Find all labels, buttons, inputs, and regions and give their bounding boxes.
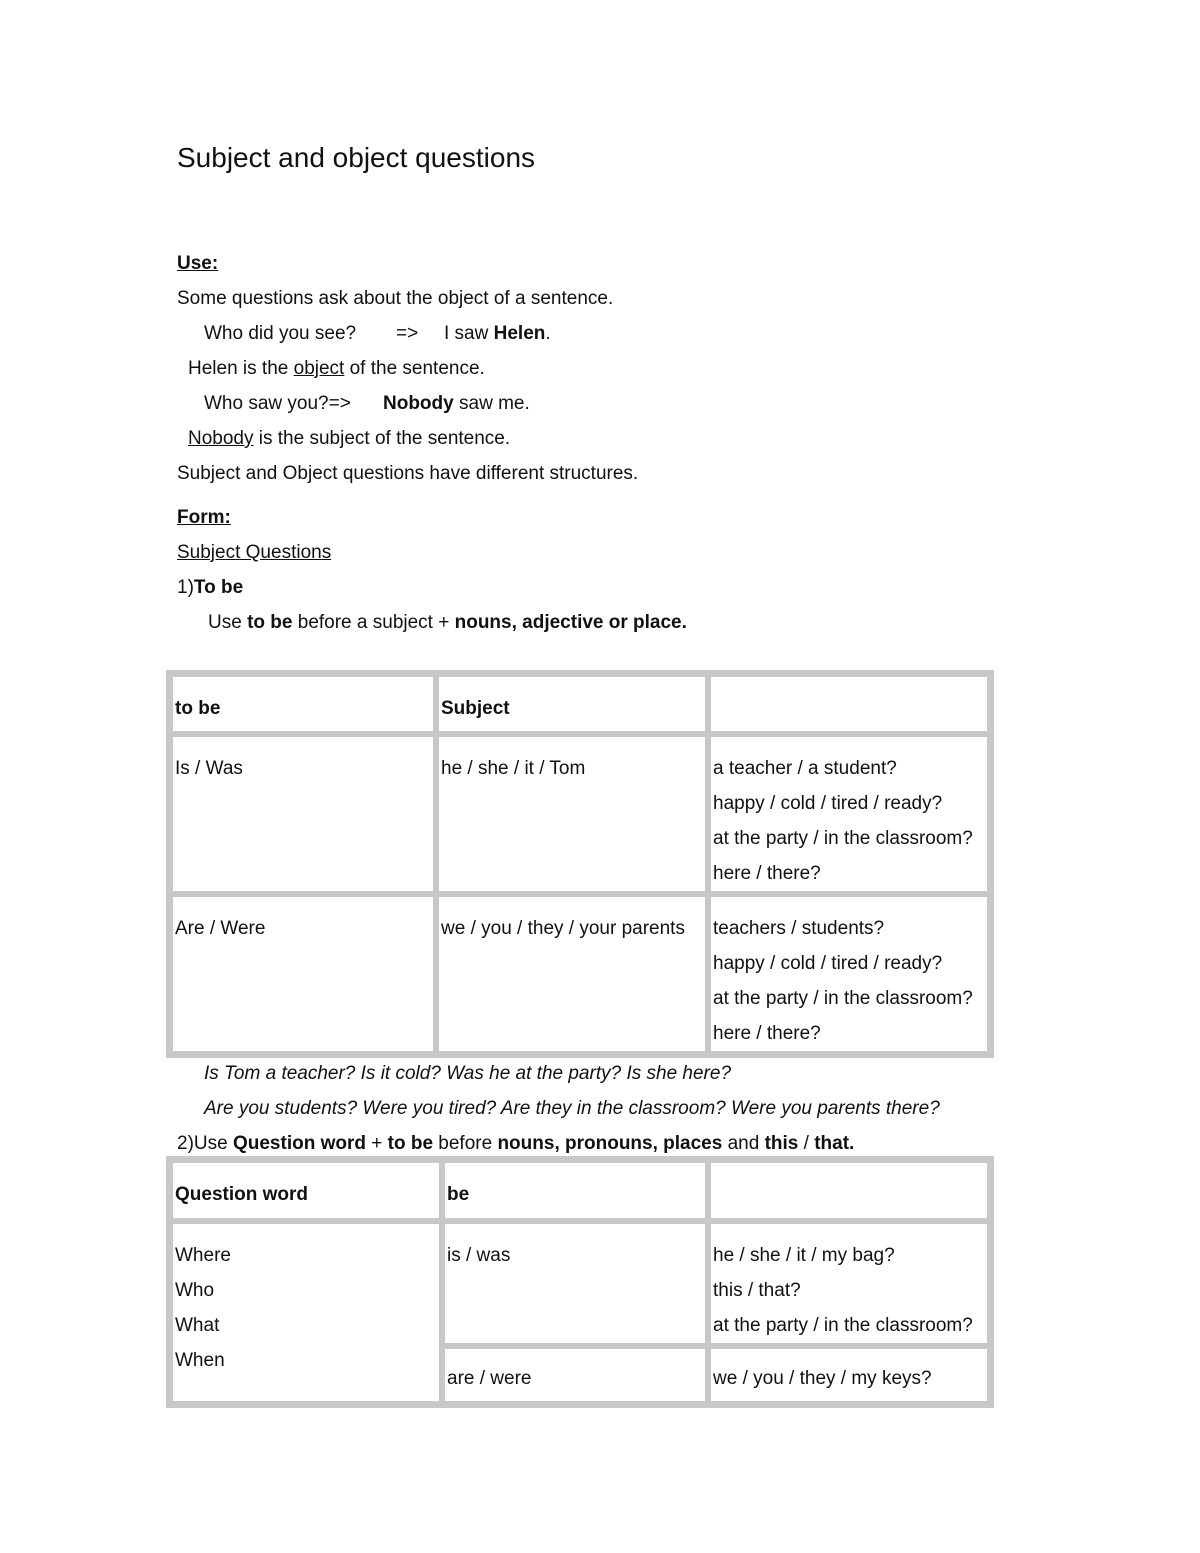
answer-bold: Helen bbox=[493, 323, 546, 344]
example-note-1 bbox=[188, 355, 485, 383]
cell-text: happy / cold / tired / ready? bbox=[713, 953, 943, 974]
desc-bold: nouns, adjective or place. bbox=[454, 612, 687, 633]
table-row bbox=[170, 734, 990, 894]
table-cell bbox=[436, 894, 708, 1054]
cell-text: here / there? bbox=[713, 1023, 821, 1044]
header-label: be bbox=[447, 1184, 470, 1205]
item-text: and bbox=[722, 1133, 765, 1154]
cell-text: he / she / it / my bag? bbox=[713, 1245, 895, 1266]
cell-text: is / was bbox=[447, 1245, 511, 1266]
form-heading: Form: bbox=[177, 507, 231, 528]
item-text: + bbox=[365, 1133, 388, 1154]
question-word: What bbox=[175, 1315, 220, 1336]
example-question-2: Who saw you?=> bbox=[204, 393, 351, 414]
header-cell bbox=[170, 1160, 442, 1221]
answer-end: saw me. bbox=[453, 393, 530, 414]
cell-text: Are / Were bbox=[175, 918, 266, 939]
header-label bbox=[713, 1177, 987, 1212]
note-end: of the sentence. bbox=[344, 358, 485, 379]
item-1-description bbox=[208, 609, 687, 637]
examples-line-2: Are you students? Were you tired? Are they in the classroom? Were you parents there? bbox=[204, 1098, 940, 1119]
example-answer-1 bbox=[444, 320, 551, 348]
cell-text: are / were bbox=[447, 1368, 532, 1389]
header-cell bbox=[170, 674, 436, 734]
table-cell bbox=[436, 734, 708, 894]
item-text: 2)Use bbox=[177, 1133, 233, 1154]
cell-text: we / you / they / your parents bbox=[441, 918, 685, 939]
item-bold: nouns, pronouns, places bbox=[497, 1133, 723, 1154]
example-note-2 bbox=[188, 425, 510, 453]
table-cell bbox=[170, 734, 436, 894]
desc-text: Use bbox=[208, 612, 248, 633]
use-heading: Use: bbox=[177, 253, 219, 274]
table-cell bbox=[442, 1346, 708, 1404]
item-2 bbox=[177, 1130, 854, 1158]
arrow: => bbox=[396, 323, 419, 344]
header-cell bbox=[708, 1160, 990, 1221]
item-text: before bbox=[433, 1133, 498, 1154]
table-header-row bbox=[170, 674, 990, 734]
table-cell bbox=[708, 1221, 990, 1346]
answer-bold: Nobody bbox=[383, 393, 454, 414]
header-label: Subject bbox=[441, 698, 510, 719]
question-word: Where bbox=[175, 1245, 231, 1266]
cell-text: teachers / students? bbox=[713, 918, 885, 939]
cell-text: he / she / it / Tom bbox=[441, 758, 586, 779]
table-header-row bbox=[170, 1160, 990, 1221]
table-row bbox=[170, 1221, 990, 1346]
cell-text: happy / cold / tired / ready? bbox=[713, 793, 943, 814]
header-label: to be bbox=[175, 698, 221, 719]
example-question-1 bbox=[204, 320, 356, 348]
note-underlined: object bbox=[293, 358, 345, 379]
item-bold: to be bbox=[387, 1133, 434, 1154]
example-question: Who did you see? bbox=[204, 323, 357, 344]
use-text: Some questions ask about the object of a sentence. bbox=[177, 288, 614, 309]
page-title: Subject and object questions bbox=[177, 142, 536, 173]
table-cell bbox=[708, 1346, 990, 1404]
item-bold: this bbox=[764, 1133, 799, 1154]
question-word-table bbox=[166, 1156, 994, 1408]
cell-text: at the party / in the classroom? bbox=[713, 988, 973, 1009]
question-word: Who bbox=[175, 1280, 215, 1301]
table-cell bbox=[708, 894, 990, 1054]
item-text: / bbox=[798, 1133, 815, 1154]
item-bold: that. bbox=[814, 1133, 855, 1154]
note-text: Helen is the bbox=[188, 358, 294, 379]
header-cell bbox=[436, 674, 708, 734]
header-label: Question word bbox=[175, 1184, 308, 1205]
question-word: When bbox=[175, 1350, 225, 1371]
cell-text: a teacher / a student? bbox=[713, 758, 897, 779]
cell-text: Is / Was bbox=[175, 758, 243, 779]
header-label bbox=[713, 691, 987, 726]
table-cell bbox=[442, 1221, 708, 1346]
cell-text: we / you / they / my keys? bbox=[713, 1368, 932, 1389]
use-summary: Subject and Object questions have different structures. bbox=[177, 463, 639, 484]
table-cell bbox=[708, 734, 990, 894]
cell-text: here / there? bbox=[713, 863, 821, 884]
desc-bold: to be bbox=[247, 612, 293, 633]
note-underlined: Nobody bbox=[188, 428, 254, 449]
item-1 bbox=[177, 574, 243, 602]
cell-text: at the party / in the classroom? bbox=[713, 1315, 973, 1336]
table-row bbox=[170, 894, 990, 1054]
cell-text: at the party / in the classroom? bbox=[713, 828, 973, 849]
example-answer-2 bbox=[383, 390, 530, 418]
answer-text: I saw bbox=[444, 323, 494, 344]
examples-line-1: Is Tom a teacher? Is it cold? Was he at the party? Is she here? bbox=[204, 1063, 732, 1084]
item-bold: Question word bbox=[232, 1133, 366, 1154]
table-cell bbox=[170, 1221, 442, 1404]
note-end: is the subject of the sentence. bbox=[253, 428, 511, 449]
header-cell bbox=[708, 674, 990, 734]
desc-text: before a subject + bbox=[292, 612, 455, 633]
form-subheading: Subject Questions bbox=[177, 542, 332, 563]
to-be-table bbox=[166, 670, 994, 1058]
table-cell bbox=[170, 894, 436, 1054]
header-cell bbox=[442, 1160, 708, 1221]
item-number: 1) bbox=[177, 577, 194, 598]
answer-end: . bbox=[545, 323, 551, 344]
cell-text: this / that? bbox=[713, 1280, 801, 1301]
item-title: To be bbox=[193, 577, 244, 598]
